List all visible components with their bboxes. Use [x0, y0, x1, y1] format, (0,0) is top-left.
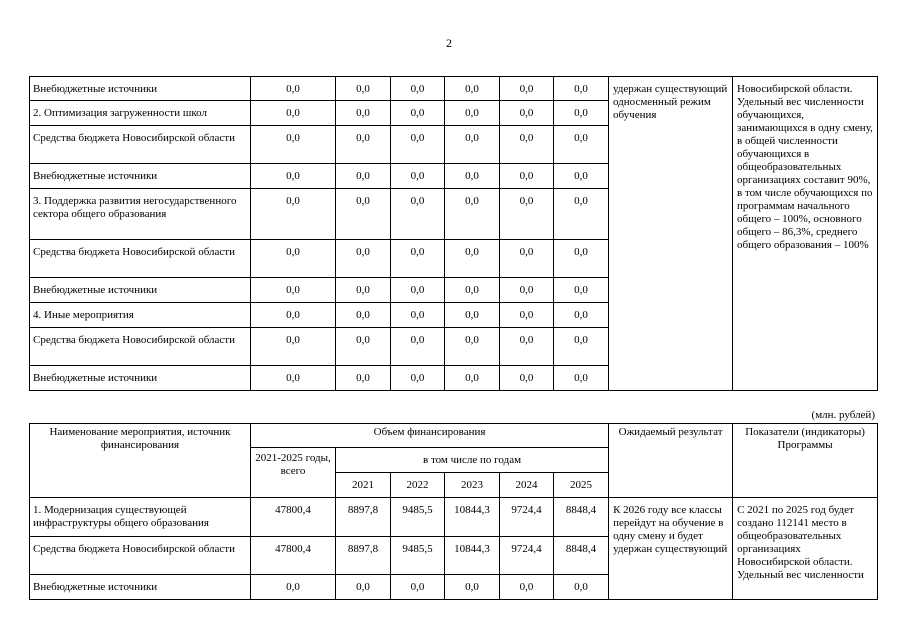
value-cell: 0,0: [391, 189, 445, 240]
value-cell: 0,0: [336, 575, 391, 600]
row-label: 2. Оптимизация загруженности школ: [30, 101, 251, 126]
row-label: Средства бюджета Новосибирской области: [30, 240, 251, 278]
value-cell: 9485,5: [391, 537, 445, 575]
value-cell: 0,0: [336, 240, 391, 278]
value-cell: 0,0: [251, 101, 336, 126]
value-cell: 0,0: [391, 366, 445, 391]
header-year: 2021: [336, 473, 391, 498]
indicators-cell: Новосибирской области. Удельный вес численности обучающихся, занимающихся в одну смену, в общей численности обучающихся в общеобразовательных организациях составит 90%, в том числе обучающихся по программам начального общего – 100%, основного общего – 86,3%, среднего общего образования – 100%: [733, 77, 878, 391]
value-cell: 0,0: [445, 303, 500, 328]
value-cell: 0,0: [554, 101, 609, 126]
value-cell: 0,0: [391, 240, 445, 278]
value-cell: 0,0: [336, 303, 391, 328]
value-cell: 0,0: [445, 126, 500, 164]
value-cell: 8848,4: [554, 537, 609, 575]
value-cell: 0,0: [554, 126, 609, 164]
expected-result-cell: К 2026 году все классы перейдут на обучение в одну смену и будет удержан существующий: [609, 498, 733, 600]
header-funding: Объем финансирования: [251, 424, 609, 448]
value-cell: 0,0: [554, 278, 609, 303]
value-cell: 0,0: [336, 126, 391, 164]
value-cell: 0,0: [251, 77, 336, 101]
row-label: Средства бюджета Новосибирской области: [30, 537, 251, 575]
value-cell: 0,0: [554, 328, 609, 366]
value-cell: 0,0: [251, 303, 336, 328]
row-label: 4. Иные мероприятия: [30, 303, 251, 328]
value-cell: 0,0: [251, 366, 336, 391]
value-cell: 0,0: [251, 328, 336, 366]
value-cell: 0,0: [554, 189, 609, 240]
value-cell: 47800,4: [251, 498, 336, 537]
value-cell: 0,0: [554, 164, 609, 189]
value-cell: 0,0: [554, 575, 609, 600]
value-cell: 0,0: [391, 575, 445, 600]
header-indicators: Показатели (индикаторы) Программы: [733, 424, 878, 498]
value-cell: 0,0: [445, 366, 500, 391]
value-cell: 0,0: [554, 366, 609, 391]
value-cell: 0,0: [251, 126, 336, 164]
table-row: [30, 498, 878, 537]
value-cell: 0,0: [500, 328, 554, 366]
financing-table-continued: [29, 76, 878, 391]
value-cell: 8848,4: [554, 498, 609, 537]
value-cell: 0,0: [500, 189, 554, 240]
value-cell: 8897,8: [336, 537, 391, 575]
value-cell: 0,0: [391, 328, 445, 366]
value-cell: 0,0: [336, 101, 391, 126]
value-cell: 0,0: [445, 575, 500, 600]
value-cell: 0,0: [391, 303, 445, 328]
value-cell: 0,0: [445, 278, 500, 303]
row-label: Средства бюджета Новосибирской области: [30, 328, 251, 366]
value-cell: 0,0: [251, 164, 336, 189]
value-cell: 0,0: [445, 189, 500, 240]
value-cell: 0,0: [391, 126, 445, 164]
value-cell: 0,0: [445, 164, 500, 189]
value-cell: 0,0: [500, 366, 554, 391]
value-cell: 0,0: [391, 77, 445, 101]
value-cell: 0,0: [251, 240, 336, 278]
value-cell: 9485,5: [391, 498, 445, 537]
value-cell: 9724,4: [500, 498, 554, 537]
value-cell: 0,0: [500, 240, 554, 278]
value-cell: 0,0: [500, 126, 554, 164]
row-label: Средства бюджета Новосибирской области: [30, 126, 251, 164]
page-number: 2: [446, 36, 452, 50]
header-total: 2021-2025 годы, всего: [251, 448, 336, 498]
value-cell: 0,0: [500, 278, 554, 303]
units-label: (млн. рублей): [811, 409, 875, 421]
value-cell: 0,0: [500, 164, 554, 189]
value-cell: 0,0: [445, 101, 500, 126]
row-label: Внебюджетные источники: [30, 278, 251, 303]
value-cell: 0,0: [336, 77, 391, 101]
header-by-years: в том числе по годам: [336, 448, 609, 473]
value-cell: 0,0: [445, 240, 500, 278]
value-cell: 0,0: [391, 164, 445, 189]
value-cell: 8897,8: [336, 498, 391, 537]
value-cell: 0,0: [251, 575, 336, 600]
financing-table: [29, 423, 878, 600]
value-cell: 0,0: [251, 189, 336, 240]
value-cell: 47800,4: [251, 537, 336, 575]
value-cell: 0,0: [554, 303, 609, 328]
value-cell: 0,0: [336, 189, 391, 240]
value-cell: 0,0: [445, 328, 500, 366]
value-cell: 0,0: [500, 303, 554, 328]
header-name-column: Наименование мероприятия, источник финансирования: [30, 424, 251, 498]
value-cell: 0,0: [445, 77, 500, 101]
value-cell: 0,0: [336, 164, 391, 189]
header-year: 2022: [391, 473, 445, 498]
value-cell: 0,0: [336, 366, 391, 391]
value-cell: 0,0: [336, 278, 391, 303]
value-cell: 0,0: [391, 278, 445, 303]
row-label: Внебюджетные источники: [30, 77, 251, 101]
value-cell: 0,0: [391, 101, 445, 126]
value-cell: 10844,3: [445, 537, 500, 575]
header-year: 2023: [445, 473, 500, 498]
row-label: Внебюджетные источники: [30, 164, 251, 189]
row-label: Внебюджетные источники: [30, 366, 251, 391]
value-cell: 10844,3: [445, 498, 500, 537]
value-cell: 9724,4: [500, 537, 554, 575]
value-cell: 0,0: [554, 240, 609, 278]
value-cell: 0,0: [251, 278, 336, 303]
row-label: Внебюджетные источники: [30, 575, 251, 600]
row-label: 3. Поддержка развития негосударственного сектора общего образования: [30, 189, 251, 240]
value-cell: 0,0: [500, 77, 554, 101]
expected-result-cell: удержан существующий односменный режим обучения: [609, 77, 733, 391]
row-label: 1. Модернизация существующей инфраструктуры общего образования: [30, 498, 251, 537]
header-result: Ожидаемый результат: [609, 424, 733, 498]
value-cell: 0,0: [500, 575, 554, 600]
table-row: [30, 77, 878, 101]
value-cell: 0,0: [336, 328, 391, 366]
indicators-cell: С 2021 по 2025 год будет создано 112141 место в общеобразовательных организациях Новосибирской области. Удельный вес численности: [733, 498, 878, 600]
value-cell: 0,0: [554, 77, 609, 101]
header-year: 2024: [500, 473, 554, 498]
header-year: 2025: [554, 473, 609, 498]
value-cell: 0,0: [500, 101, 554, 126]
